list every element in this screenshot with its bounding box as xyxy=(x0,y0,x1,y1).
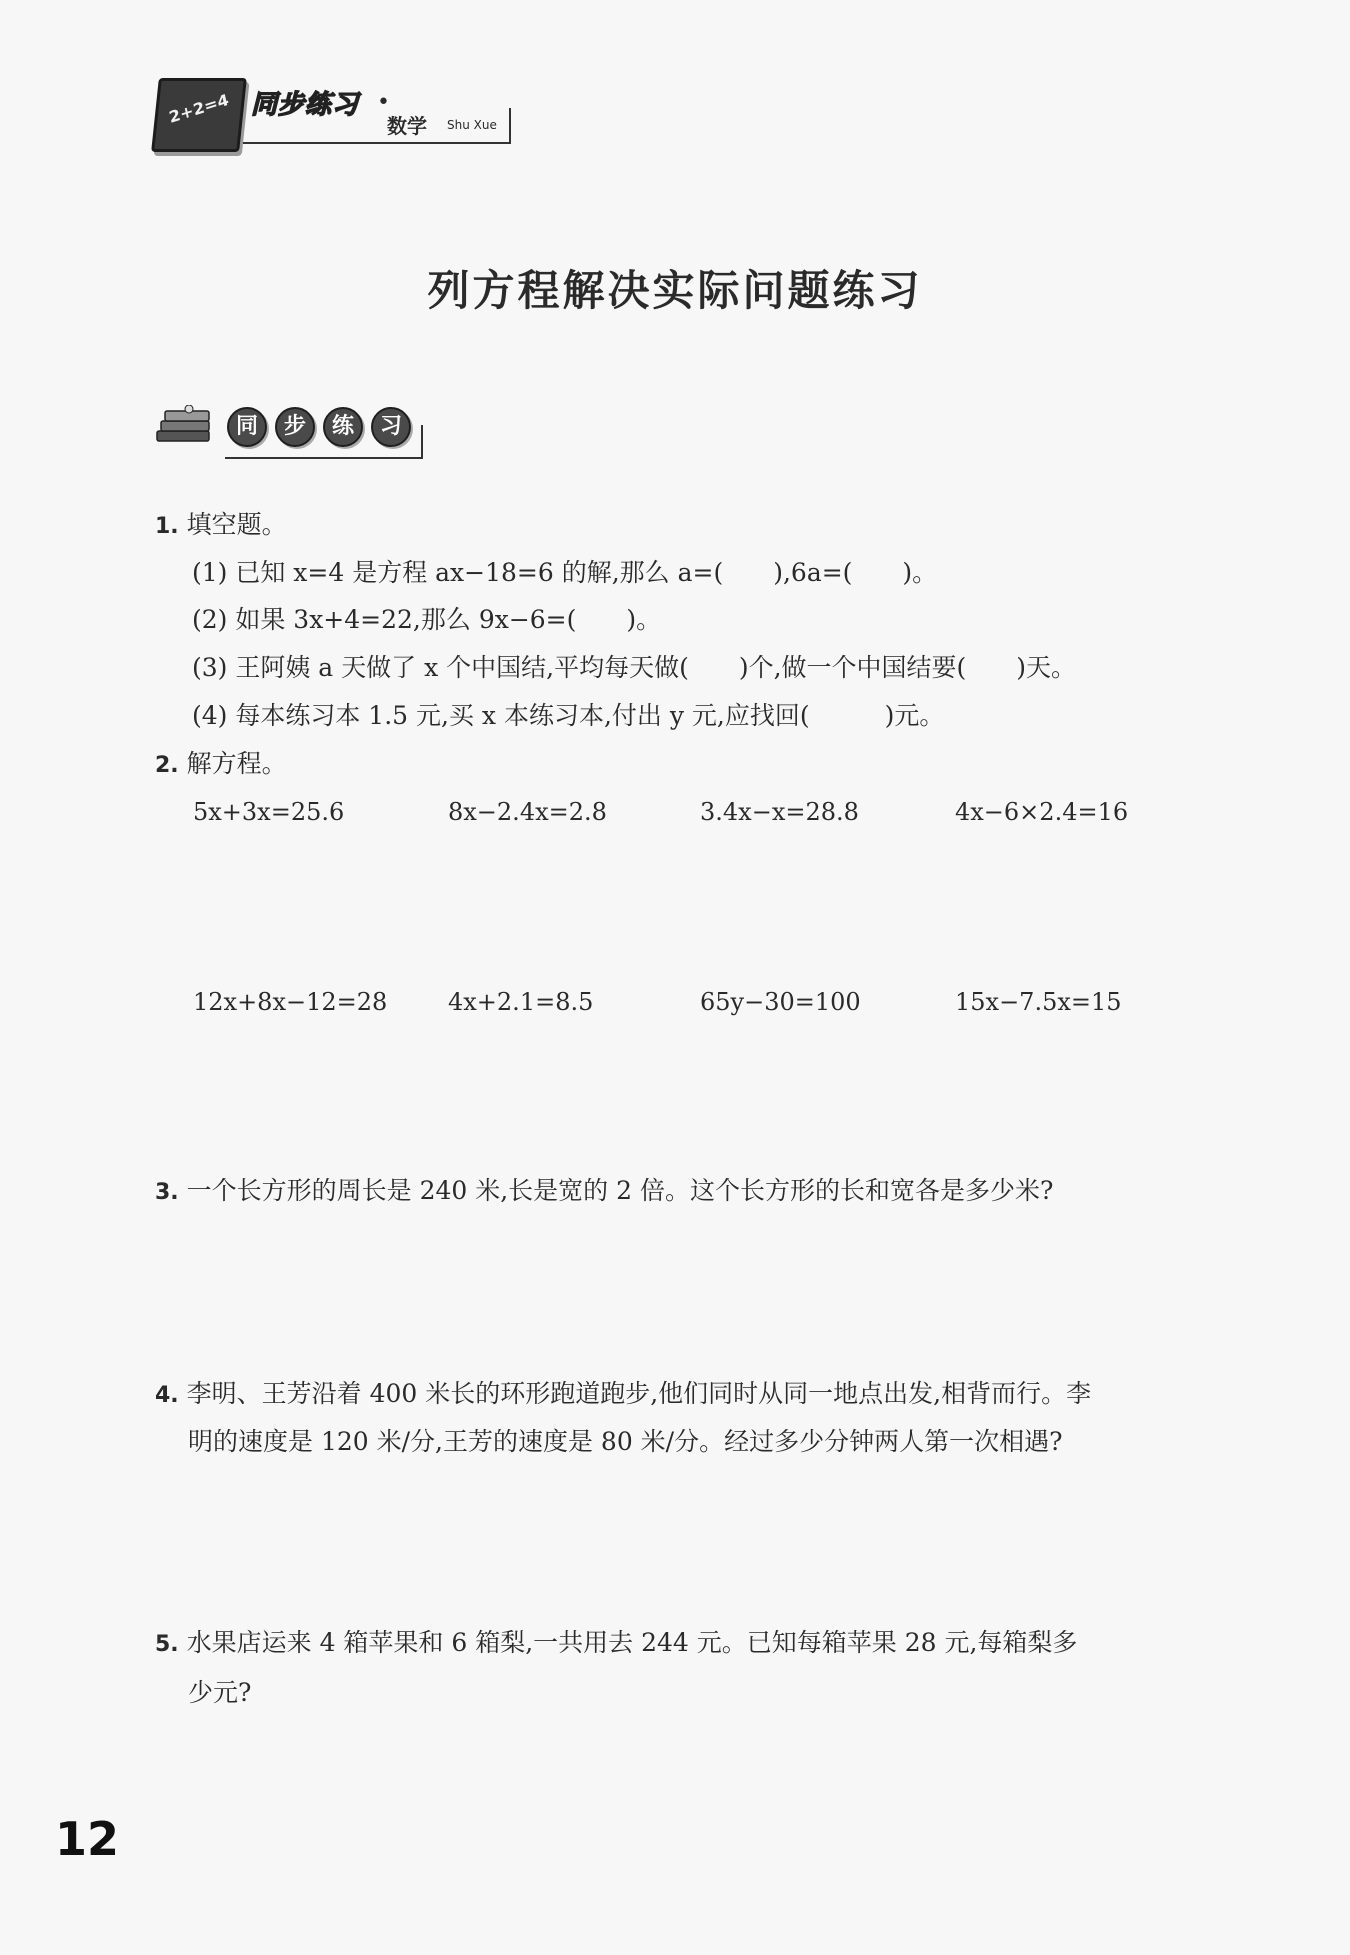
badge-underline xyxy=(225,457,423,459)
question-5-line-2: 少元? xyxy=(188,1678,252,1707)
page-title: 列方程解决实际问题练习 xyxy=(427,266,923,315)
badge-char-3: 练 xyxy=(323,407,363,447)
books-lamp-icon xyxy=(155,405,217,449)
badge-char-4: 习 xyxy=(371,407,411,447)
question-number: 1. xyxy=(155,514,179,539)
page-number: 12 xyxy=(55,1812,120,1866)
series-logo xyxy=(155,70,515,160)
chalkboard-text: 2+2=4 xyxy=(167,90,231,127)
question-number: 3. xyxy=(155,1180,179,1205)
equation: 4x−6×2.4=16 xyxy=(955,798,1129,826)
badge-char-2: 步 xyxy=(275,407,315,447)
question-3 xyxy=(155,1178,1053,1204)
question-text-line-1: 水果店运来 4 箱苹果和 6 箱梨,一共用去 244 元。已知每箱苹果 28 元,每箱梨多 xyxy=(186,1628,1078,1657)
subject-label: 数学 xyxy=(387,114,427,138)
header-tick xyxy=(509,108,511,144)
header-underline xyxy=(243,142,511,144)
equation: 8x−2.4x=2.8 xyxy=(448,798,607,826)
question-1-item-1: (1) 已知 x=4 是方程 ax−18=6 的解,那么 a=( ),6a=( )。 xyxy=(192,558,938,587)
subject-pinyin: Shu Xue xyxy=(447,118,497,132)
question-text: 解方程。 xyxy=(186,749,287,778)
series-title: 同步练习 xyxy=(251,90,360,120)
question-1-item-2: (2) 如果 3x+4=22,那么 9x−6=( )。 xyxy=(192,605,662,634)
dot-separator: • xyxy=(377,90,390,115)
question-4 xyxy=(155,1381,1091,1407)
question-2-heading xyxy=(155,751,287,777)
badge-tick xyxy=(421,425,423,459)
question-text: 一个长方形的周长是 240 米,长是宽的 2 倍。这个长方形的长和宽各是多少米? xyxy=(186,1176,1054,1205)
equation: 15x−7.5x=15 xyxy=(955,988,1122,1016)
question-1-item-4: (4) 每本练习本 1.5 元,买 x 本练习本,付出 y 元,应找回( )元。 xyxy=(192,701,945,730)
question-5 xyxy=(155,1630,1077,1656)
question-number: 2. xyxy=(155,753,179,778)
question-1-heading xyxy=(155,512,287,538)
question-number: 5. xyxy=(155,1632,179,1657)
equation: 3.4x−x=28.8 xyxy=(700,798,859,826)
question-text-line-1: 李明、王芳沿着 400 米长的环形跑道跑步,他们同时从同一地点出发,相背而行。李 xyxy=(186,1379,1092,1408)
badge-char-1: 同 xyxy=(227,407,267,447)
equation: 65y−30=100 xyxy=(700,988,861,1016)
section-badge xyxy=(155,385,435,465)
chalkboard-icon xyxy=(151,78,247,152)
question-number: 4. xyxy=(155,1383,179,1408)
equation: 5x+3x=25.6 xyxy=(193,798,345,826)
question-4-line-2: 明的速度是 120 米/分,王芳的速度是 80 米/分。经过多少分钟两人第一次相遇? xyxy=(188,1427,1063,1456)
question-1-item-3: (3) 王阿姨 a 天做了 x 个中国结,平均每天做( )个,做一个中国结要( )天。 xyxy=(192,653,1077,682)
equation: 12x+8x−12=28 xyxy=(193,988,388,1016)
question-text: 填空题。 xyxy=(186,510,287,539)
equation: 4x+2.1=8.5 xyxy=(448,988,594,1016)
